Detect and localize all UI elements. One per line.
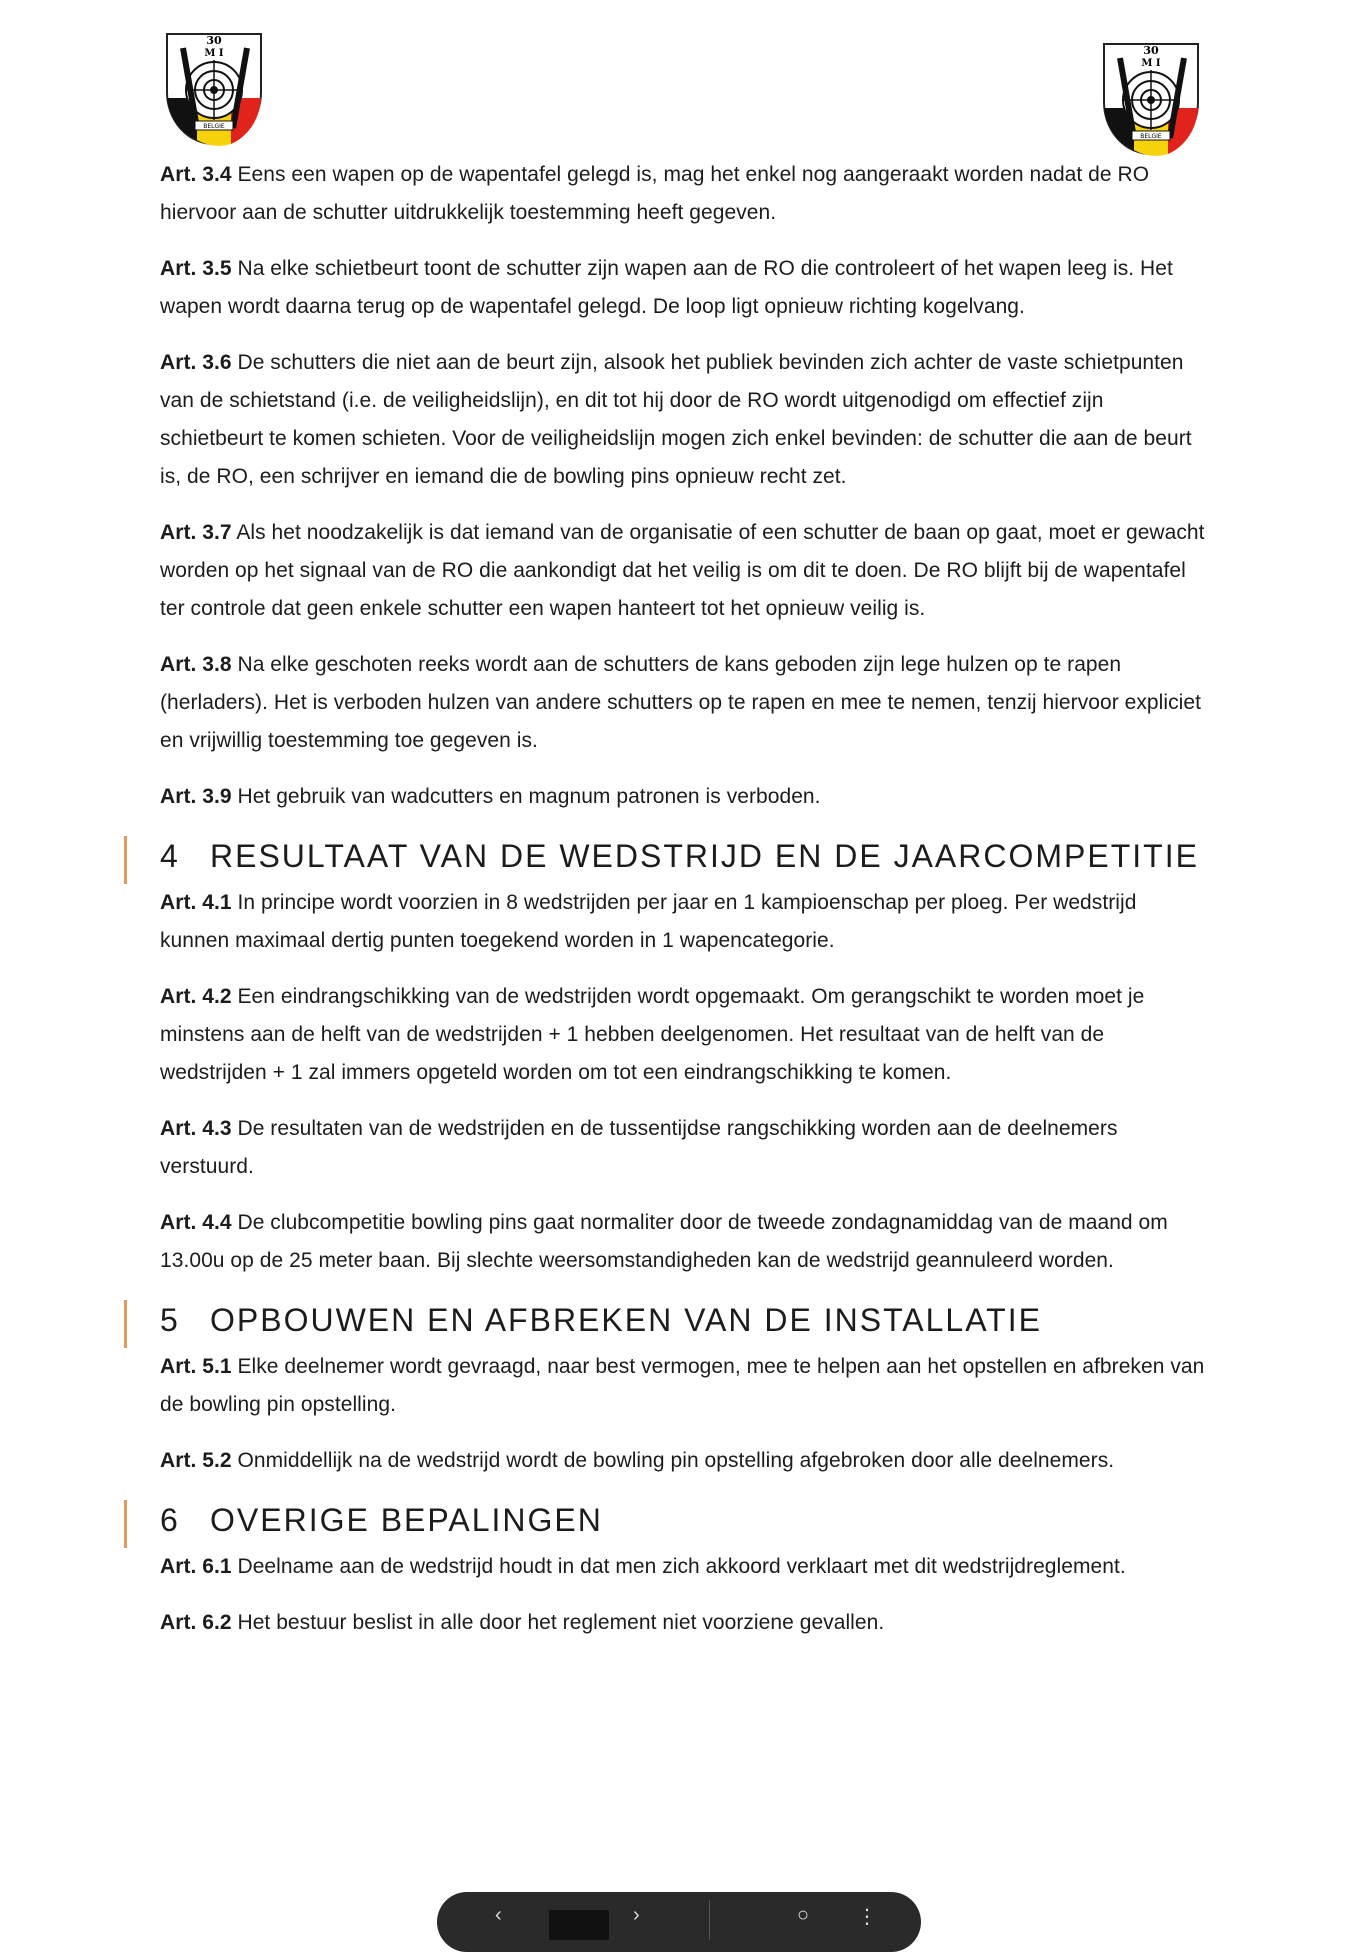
logo-number: 30 <box>1143 44 1159 57</box>
logo-number: 30 <box>206 34 222 47</box>
club-logo-right <box>1098 38 1204 160</box>
club-logo-left <box>161 28 267 150</box>
article-3-6: Art. 3.6 De schutters die niet aan de beurt zijn, alsook het publiek bevinden zich achter de vaste schietpunten van de schietstand (i.e. de veiligheidslijn), en dit tot hij door de RO wordt uitgenodigd om effectief zijn schietbeurt te komen schieten. Voor de veiligheidslijn mogen zich enkel bevinden: de schutter die aan de beurt is, de RO, een schrijver en iemand die de bowling pins opnieuw recht zet. <box>160 351 1192 488</box>
heading-accent-bar <box>124 1500 127 1548</box>
logo-banner: BELGIE <box>1140 133 1162 140</box>
article-5-2: Art. 5.2 Onmiddellijk na de wedstrijd wordt de bowling pin opstelling afgebroken door alle deelnemers. <box>160 1449 1115 1472</box>
logo-banner: BELGIE <box>203 123 225 130</box>
article-6-2: Art. 6.2 Het bestuur beslist in alle door het reglement niet voorziene gevallen. <box>160 1611 885 1634</box>
article-3-4: Art. 3.4 Eens een wapen op de wapentafel gelegd is, mag het enkel nog aangeraakt worden nadat de RO hiervoor aan de schutter uitdrukkelijk toestemming heeft gegeven. <box>160 163 1150 224</box>
article-3-5: Art. 3.5 Na elke schietbeurt toont de schutter zijn wapen aan de RO die controleert of het wapen leeg is. Het wapen wordt daarna terug op de wapentafel gelegd. De loop ligt opnieuw richting kogelvang. <box>160 257 1173 318</box>
heading-accent-bar <box>124 836 127 884</box>
previous-page-icon[interactable]: ‹ <box>495 1904 502 1926</box>
article-3-9: Art. 3.9 Het gebruik van wadcutters en magnum patronen is verboden. <box>160 785 821 808</box>
article-3-7: Art. 3.7 Als het noodzakelijk is dat iemand van de organisatie of een schutter de baan op gaat, moet er gewacht worden op het signaal van de RO die aankondigt dat het veilig is om dit te doen. De RO blijft bij de wapentafel ter controle dat geen enkele schutter een wapen hanteert tot het opnieuw veilig is. <box>160 521 1205 620</box>
document-body <box>160 156 1210 1660</box>
more-icon[interactable]: ⋮ <box>857 1906 877 1928</box>
zoom-icon[interactable]: ○ <box>797 1904 810 1926</box>
heading-accent-bar <box>124 1300 127 1348</box>
article-4-1: Art. 4.1 In principe wordt voorzien in 8 wedstrijden per jaar en 1 kampioenschap per ploeg. Per wedstrijd kunnen maximaal dertig punten toegekend worden in 1 wapencategorie. <box>160 891 1137 952</box>
page-indicator[interactable] <box>549 1910 609 1940</box>
next-page-icon[interactable]: › <box>633 1904 640 1926</box>
toolbar-separator <box>709 1900 710 1940</box>
section-heading-6: 6 OVERIGE BEPALINGEN <box>160 1498 1210 1542</box>
section-heading-5: 5 OPBOUWEN EN AFBREKEN VAN DE INSTALLATIE <box>160 1298 1210 1342</box>
article-6-1: Art. 6.1 Deelname aan de wedstrijd houdt in dat men zich akkoord verklaart met dit wedstrijdreglement. <box>160 1555 1126 1578</box>
article-5-1: Art. 5.1 Elke deelnemer wordt gevraagd, naar best vermogen, mee te helpen aan het opstellen en afbreken van de bowling pin opstelling. <box>160 1355 1205 1416</box>
viewer-toolbar[interactable] <box>437 1892 921 1952</box>
logo-letters: M I <box>204 48 224 59</box>
section-heading-4: 4 RESULTAAT VAN DE WEDSTRIJD EN DE JAARCOMPETITIE <box>160 834 1210 878</box>
article-4-4: Art. 4.4 De clubcompetitie bowling pins gaat normaliter door de tweede zondagnamiddag van de maand om 13.00u op de 25 meter baan. Bij slechte weersomstandigheden kan de wedstrijd geannuleerd worden. <box>160 1211 1168 1272</box>
article-3-8: Art. 3.8 Na elke geschoten reeks wordt aan de schutters de kans geboden zijn lege hulzen op te rapen (herladers). Het is verboden hulzen van andere schutters op te rapen en mee te nemen, tenzij hiervoor expliciet en vrijwillig toestemming toe gegeven is. <box>160 653 1201 752</box>
logo-letters: M I <box>1141 58 1161 69</box>
article-4-3: Art. 4.3 De resultaten van de wedstrijden en de tussentijdse rangschikking worden aan de deelnemers verstuurd. <box>160 1117 1118 1178</box>
article-4-2: Art. 4.2 Een eindrangschikking van de wedstrijden wordt opgemaakt. Om gerangschikt te worden moet je minstens aan de helft van de wedstrijden + 1 hebben deelgenomen. Het resultaat van de helft van de wedstrijden + 1 zal immers opgeteld worden om tot een eindrangschikking te komen. <box>160 985 1145 1084</box>
